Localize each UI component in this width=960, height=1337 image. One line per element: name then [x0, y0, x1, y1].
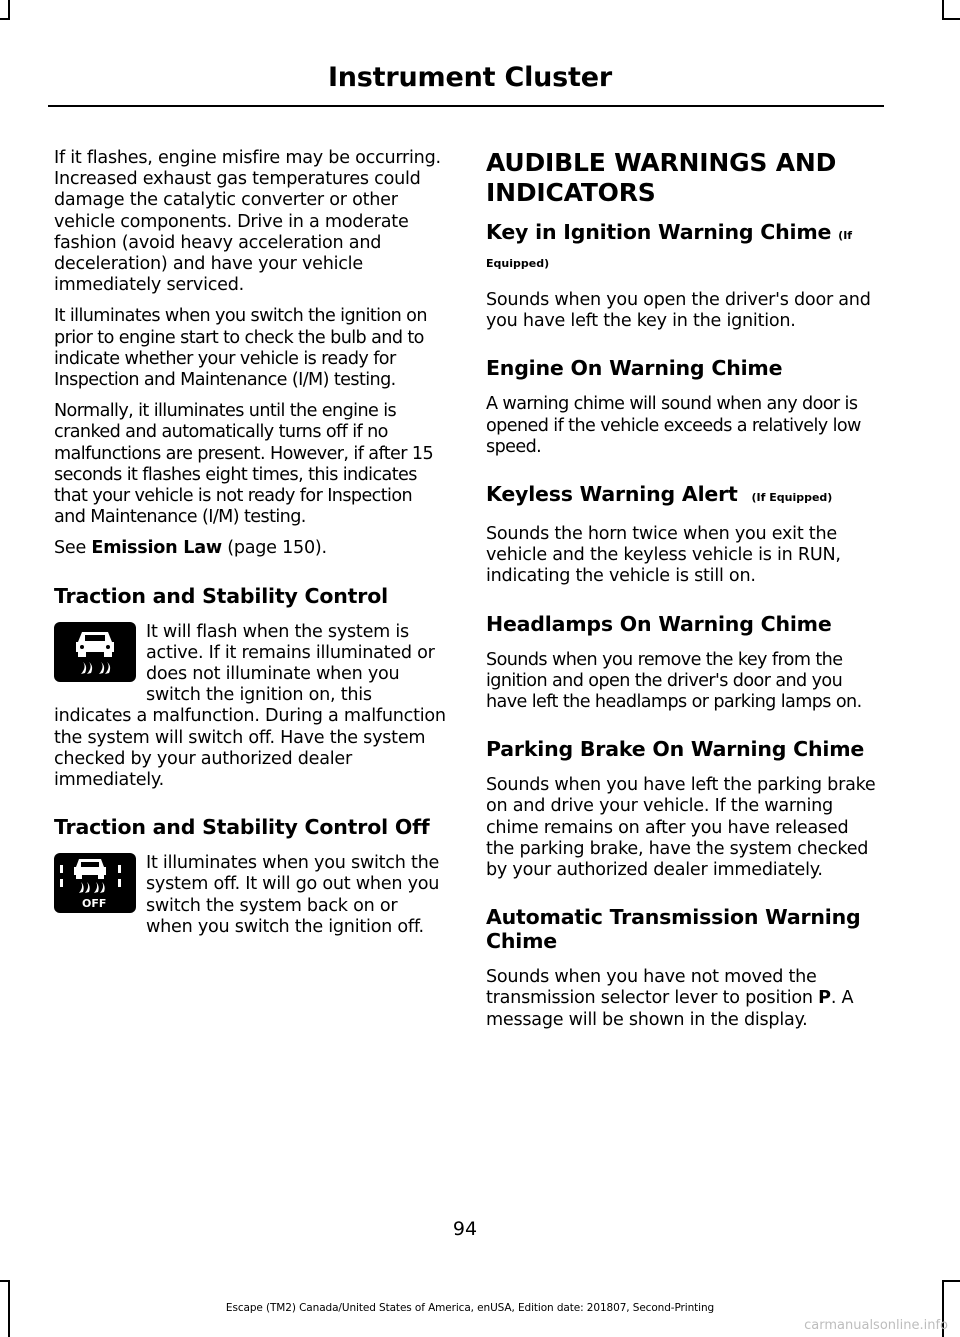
heading-audible-warnings: AUDIBLE WARNINGS AND INDICATORS	[486, 148, 837, 207]
see-suffix: (page 150).	[221, 538, 327, 559]
traction-control-block	[54, 622, 446, 792]
right-column	[486, 148, 878, 1041]
traction-control-icon	[54, 622, 136, 682]
header-divider	[48, 105, 884, 107]
crop-mark	[0, 1280, 10, 1282]
emission-law-link[interactable]: Emission Law	[91, 538, 222, 559]
paragraph-ignition-check: It illuminates when you switch the ignition on prior to engine start to check the bulb and to indicate whether your vehicle is ready for Inspection and Maintenance (I/M) testing.	[54, 306, 427, 391]
keyless-warning-title: Keyless Warning Alert	[486, 482, 738, 507]
heading-parking-brake: Parking Brake On Warning Chime	[486, 737, 865, 762]
paragraph-engine-on: A warning chime will sound when any door is opened if the vehicle exceeds a relatively low speed.	[486, 394, 861, 457]
crop-mark	[942, 18, 960, 20]
heading-key-in-ignition	[486, 220, 878, 276]
paragraph-keyless-warning: Sounds the horn twice when you exit the vehicle and the keyless vehicle is in RUN, indicating the vehicle is still on.	[486, 524, 841, 587]
auto-text-prefix: Sounds when you have not moved the transmission selector lever to position	[486, 967, 819, 1009]
position-p: P	[818, 988, 831, 1009]
heading-engine-on: Engine On Warning Chime	[486, 356, 783, 381]
key-in-ignition-note: (If Equipped)	[486, 229, 853, 270]
see-prefix: See	[54, 538, 92, 559]
paragraph-normally: Normally, it illuminates until the engine is cranked and automatically turns off if no malfunctions are present. However, if after 15 seconds it flashes eight times, this indicates that your vehicle is not ready for Inspection and Maintenance (I/M) testing.	[54, 401, 434, 528]
paragraph-automatic-transmission	[486, 967, 878, 1031]
heading-keyless-warning	[486, 482, 878, 510]
paragraph-parking-brake: Sounds when you have left the parking brake on and drive your vehicle. If the warning chime remains on after you have released the parking brake, have the system checked by your authorized dealer immediately.	[486, 775, 876, 881]
heading-headlamps-on: Headlamps On Warning Chime	[486, 611, 832, 636]
crop-mark	[942, 1280, 960, 1282]
crop-mark	[942, 0, 944, 20]
traction-control-off-icon	[54, 853, 136, 913]
heading-traction-control-off: Traction and Stability Control Off	[54, 815, 430, 840]
paragraph-traction-control-off: It illuminates when you switch the system off. It will go out when you switch the system back on or when you switch the ignition off.	[146, 853, 440, 937]
traction-control-off-block	[54, 853, 446, 938]
heading-traction-control: Traction and Stability Control	[54, 583, 388, 608]
left-column	[54, 148, 446, 948]
footer-edition: Escape (TM2) Canada/United States of America, enUSA, Edition date: 201807, Second-Printing	[225, 1302, 715, 1314]
crop-mark	[8, 0, 10, 20]
page-number: 94	[452, 1218, 478, 1240]
key-in-ignition-title: Key in Ignition Warning Chime	[486, 220, 832, 244]
paragraph-key-in-ignition: Sounds when you open the driver's door and you have left the key in the ignition.	[486, 290, 871, 332]
heading-automatic-transmission: Automatic Transmission Warning Chime	[486, 905, 861, 954]
paragraph-see-reference	[54, 538, 446, 559]
auto-text-suffix: . A message will be shown in the display.	[486, 988, 854, 1030]
off-label: OFF	[82, 897, 107, 911]
keyless-warning-note: (If Equipped)	[751, 491, 833, 505]
paragraph-traction-control: It will flash when the system is active. If it remains illuminated or does not illuminate when you switch the ignition on, this indicates a malfunction. During a malfunction the system will switch off. Have the system checked by your authorized dealer immediately.	[54, 621, 446, 791]
paragraph-headlamps-on: Sounds when you remove the key from the ignition and open the driver's door and you have left the headlamps or parking lamps on.	[486, 649, 862, 713]
watermark: carmanualsonline.info	[804, 1318, 948, 1333]
crop-mark	[0, 18, 10, 20]
page-header-title: Instrument Cluster	[327, 62, 612, 93]
paragraph-misfire: If it flashes, engine misfire may be occurring. Increased exhaust gas temperatures could damage the catalytic converter or other vehicle components. Drive in a moderate fashion (avoid heavy acceleration and deceleration) and have your vehicle immediately serviced.	[54, 148, 441, 296]
